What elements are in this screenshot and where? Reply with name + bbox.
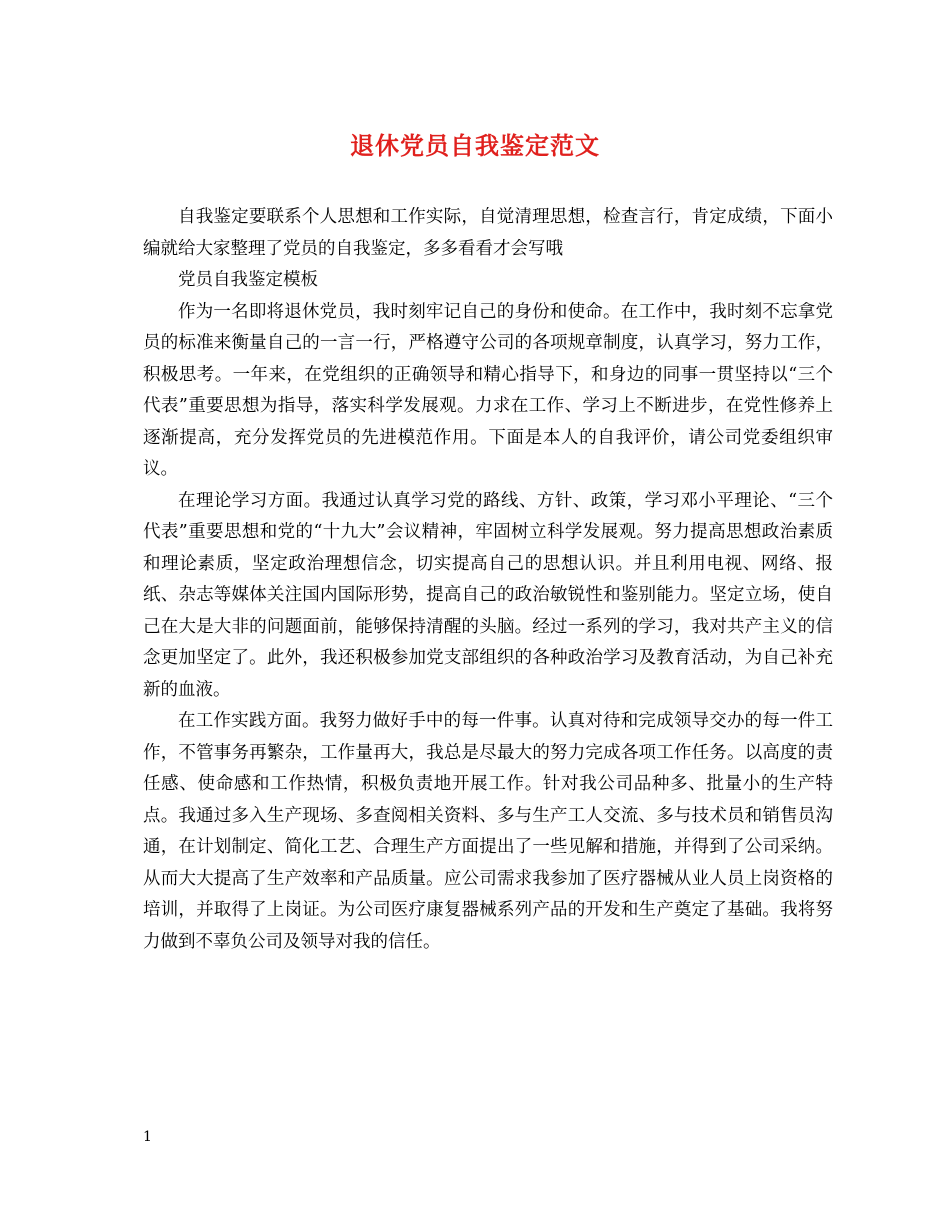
paragraph-work-practice: 在工作实践方面。我努力做好手中的每一件事。认真对待和完成领导交办的每一件工作，不管事务再繁杂，工作量再大，我总是尽最大的努力完成各项工作任务。以高度的责任感、使命感和工作热情，积极负责地开展工作。针对我公司品种多、批量小的生产特点。我通过多入生产现场、多查阅相关资料、多与生产工人交流、多与技术员和销售员沟通，在计划制定、简化工艺、合理生产方面提出了一些见解和措施，并得到了公司采纳。从而大大提高了生产效率和产品质量。应公司需求我参加了医疗器械从业人员上岗资格的培训，并取得了上岗证。为公司医疗康复器械系列产品的开发和生产奠定了基础。我将努力做到不辜负公司及领导对我的信任。: [143, 711, 833, 952]
paragraph-overview: 作为一名即将退休党员，我时刻牢记自己的身份和使命。在工作中，我时刻不忘拿党员的标准来衡量自己的一言一行，严格遵守公司的各项规章制度，认真学习，努力工作，积极思考。一年来，在党组织的正确领导和精心指导下，和身边的同事一贯坚持以“三个代表”重要思想为指导，落实科学发展观。力求在工作、学习上不断进步，在党性修养上逐渐提高，充分发挥党员的先进模范作用。下面是本人的自我评价，请公司党委组织审议。: [143, 301, 833, 479]
paragraph-theory-study: 在理论学习方面。我通过认真学习党的路线、方针、政策，学习邓小平理论、“三个代表”重要思想和党的“十九大”会议精神，牢固树立科学发展观。努力提高思想政治素质和理论素质，坚定政治理想信念，切实提高自己的思想认识。并且利用电视、网络、报纸、杂志等媒体关注国内国际形势，提高自己的政治敏锐性和鉴别能力。坚定立场，使自己在大是大非的问题面前，能够保持清醒的头脑。经过一系列的学习，我对共产主义的信念更加坚定了。此外，我还积极参加党支部组织的各种政治学习及教育活动，为自己补充新的血液。: [143, 490, 833, 700]
paragraph-intro: 自我鉴定要联系个人思想和工作实际，自觉清理思想，检查言行，肯定成绩，下面小编就给大家整理了党员的自我鉴定，多多看看才会写哦: [143, 207, 833, 259]
document-title: 退休党员自我鉴定范文: [350, 131, 600, 160]
paragraph-template-heading: 党员自我鉴定模板: [178, 270, 318, 290]
document-body: [143, 202, 833, 958]
page-number: 1: [143, 1129, 152, 1145]
